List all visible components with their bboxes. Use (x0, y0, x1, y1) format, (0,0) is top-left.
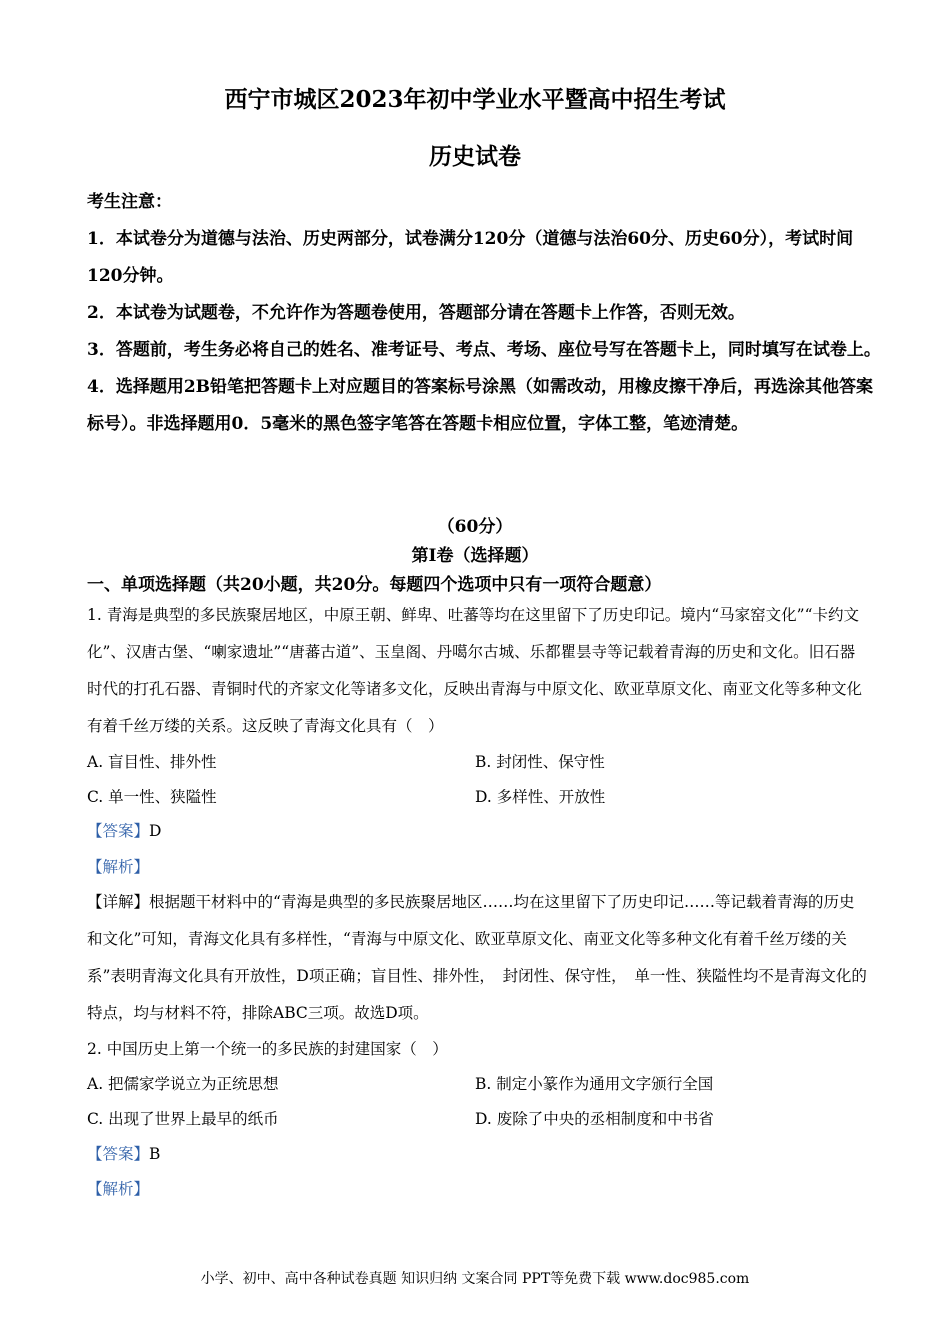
detail-text: 根据题干材料中的“青海是典型的多民族聚居地区……均在这里留下了历史印记……等记载着青海的历史和文化”可知，青海文化具有多样性，“青海与中原文化、欧亚草原文化、南亚文化等多种文化有着千丝万缕的关系”表明青海文化具有开放性，D项正确；盲目性、排外性， 封闭性、保守性， 单一性、狭隘性均不是青海文化的特点，均与材料不符，排除ABC三项。故选D项。 (87, 893, 867, 1022)
candidate-notice (87, 184, 887, 443)
exam-title: 西宁市城区2023年初中学业水平暨高中招生考试 (224, 86, 726, 113)
question-1-option-b: B. 封闭性、保守性 (475, 753, 605, 771)
question-2-option-a: A. 把儒家学说立为正统思想 (87, 1075, 279, 1093)
total-score: （60分） (437, 517, 513, 537)
question-1-stem (87, 597, 867, 745)
answer-value: B (149, 1145, 161, 1163)
question-1-option-d: D. 多样性、开放性 (475, 788, 606, 806)
part-title: 第Ⅰ卷（选择题） (411, 546, 539, 566)
notice-heading: 考生注意： (87, 192, 172, 212)
section-heading: 一、单项选择题（共20小题，共20分。每题四个选项中只有一项符合题意） (87, 575, 662, 595)
exam-subtitle: 历史试卷 (429, 143, 521, 170)
notice-item-3: 3．答题前，考生务必将自己的姓名、准考证号、考点、考场、座位号写在答题卡上，同时填写在试卷上。 (87, 340, 881, 360)
answer-tag: 【答案】 (87, 1145, 150, 1163)
question-2-answer (87, 1141, 160, 1167)
question-2-option-b: B. 制定小篆作为通用文字颁行全国 (475, 1075, 714, 1093)
detail-tag: 【详解】 (87, 893, 150, 911)
answer-tag: 【答案】 (87, 822, 150, 840)
question-2-option-c: C. 出现了世界上最早的纸币 (87, 1110, 279, 1128)
question-1-answer (87, 818, 161, 844)
question-1-detail (87, 884, 867, 1032)
question-1-analysis (87, 854, 149, 880)
question-1-text: 1. 青海是典型的多民族聚居地区，中原王朝、鲜卑、吐蕃等均在这里留下了历史印记。境内“马家窑文化”“卡约文化”、汉唐古堡、“喇家遗址”“唐蕃古道”、玉皇阁、丹噶尔古城、乐都瞿昙寺等记载着青海的历史和文化。旧石器时代的打孔石器、青铜时代的齐家文化等诸多文化，反映出青海与中原文化、欧亚草原文化、南亚文化等多种文化有着千丝万缕的关系。这反映了青海文化具有（ ） (87, 606, 863, 735)
analysis-tag: 【解析】 (87, 1180, 150, 1198)
notice-item-1: 1．本试卷分为道德与法治、历史两部分，试卷满分120分（道德与法治60分、历史60分），考试时间120分钟。 (87, 229, 854, 286)
notice-item-2: 2．本试卷为试题卷，不允许作为答题卷使用，答题部分请在答题卡上作答，否则无效。 (87, 303, 745, 323)
question-1-option-a: A. 盲目性、排外性 (87, 753, 217, 771)
page-footer: 小学、初中、高中各种试卷真题 知识归纳 文案合同 PPT等免费下载 www.doc985.com (200, 1271, 750, 1287)
question-2-analysis (87, 1176, 149, 1202)
analysis-tag: 【解析】 (87, 858, 150, 876)
question-1-option-c: C. 单一性、狭隘性 (87, 788, 217, 806)
answer-value: D (149, 822, 162, 840)
question-2-option-d: D. 废除了中央的丞相制度和中书省 (475, 1110, 714, 1128)
notice-item-4: 4．选择题用2B铅笔把答题卡上对应题目的答案标号涂黑（如需改动，用橡皮擦干净后，再选涂其他答案标号）。非选择题用0．5毫米的黑色签字笔答在答题卡相应位置，字体工整，笔迹清楚。 (87, 377, 874, 434)
question-2-stem: 2. 中国历史上第一个统一的多民族的封建国家（ ） (87, 1040, 448, 1058)
